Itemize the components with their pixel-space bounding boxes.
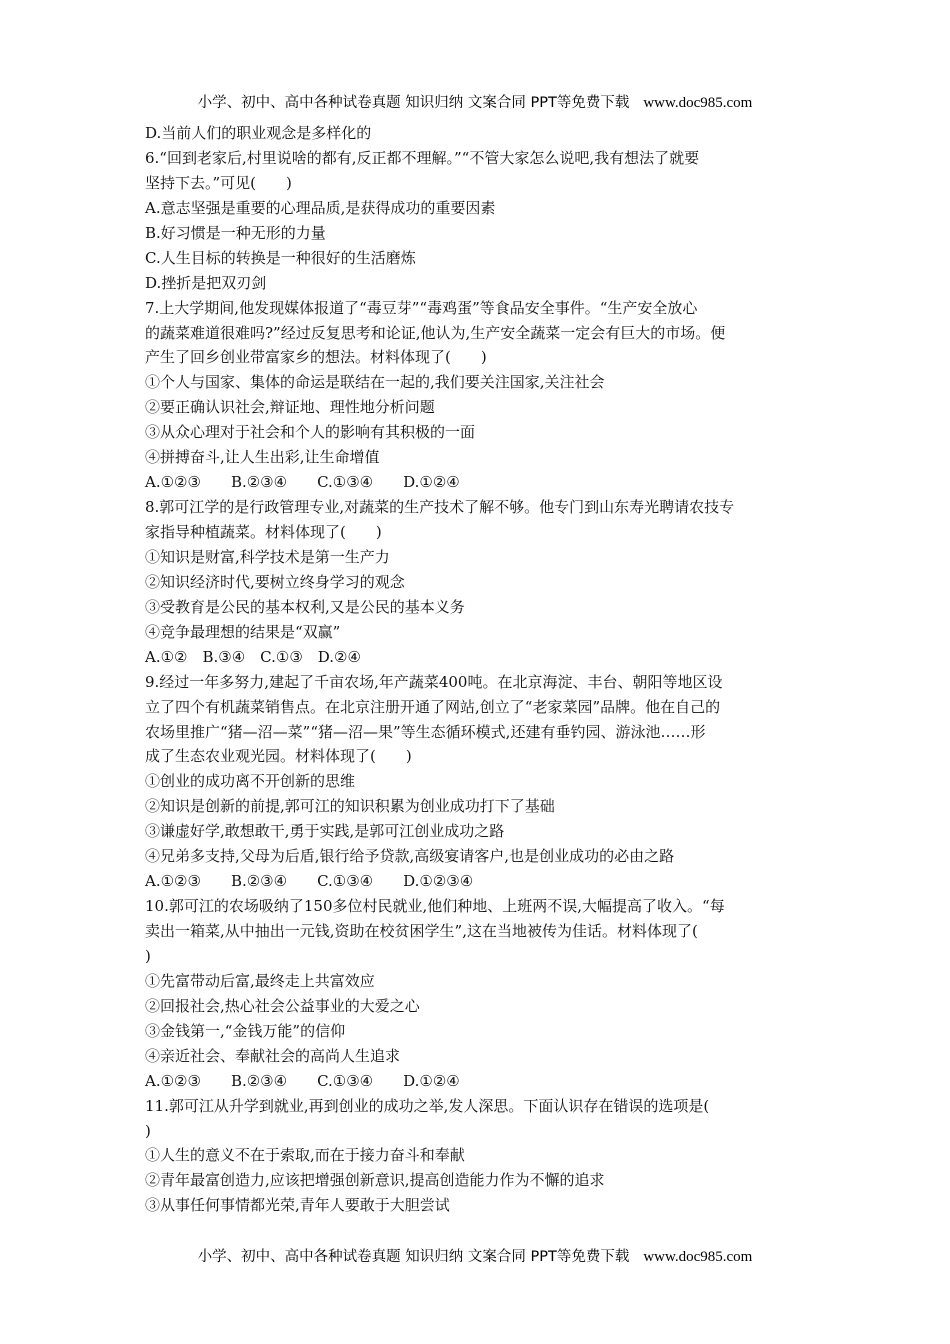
text-line: ①创业的成功离不开创新的思维	[145, 772, 356, 791]
text-line: A.意志坚强是重要的心理品质,是获得成功的重要因素	[145, 198, 496, 217]
text-line: ③从事任何事情都光荣,青年人要敢于大胆尝试	[145, 1196, 450, 1215]
text-line: ②知识是创新的前提,郭可江的知识积累为创业成功打下了基础	[145, 797, 555, 816]
text-line: ②要正确认识社会,辩证地、理性地分析问题	[145, 398, 435, 417]
text-line: A.①②③ B.②③④ C.①③④ D.①②③④	[145, 872, 474, 891]
header-text: 小学、初中、高中各种试卷真题 知识归纳 文案合同 PPT等免费下载	[197, 95, 630, 111]
text-line: )	[145, 1121, 151, 1140]
header-url[interactable]: www.doc985.com	[643, 95, 753, 111]
text-line: ①先富带动后富,最终走上共富效应	[145, 971, 375, 990]
text-line: ③受教育是公民的基本权利,又是公民的基本义务	[145, 597, 465, 616]
text-line: ④亲近社会、奉献社会的高尚人生追求	[145, 1046, 401, 1065]
page-footer	[0, 1245, 950, 1266]
text-line: A.①② B.③④ C.①③ D.②④	[145, 647, 361, 666]
text-line: ②回报社会,热心社会公益事业的大爱之心	[145, 996, 420, 1015]
text-line: ④竞争最理想的结果是“双赢”	[145, 622, 341, 641]
text-line: B.好习惯是一种无形的力量	[145, 223, 326, 242]
text-line: 的蔬菜难道很难吗?”经过反复思考和论证,他认为,生产安全蔬菜一定会有巨大的市场。便	[145, 323, 726, 342]
text-line: 产生了回乡创业带富家乡的想法。材料体现了( )	[145, 348, 487, 367]
text-line: 家指导种植蔬菜。材料体现了( )	[145, 523, 382, 541]
footer-url[interactable]: www.doc985.com	[643, 1249, 753, 1265]
text-line: A.①②③ B.②③④ C.①③④ D.①②④	[145, 473, 460, 492]
text-line: ④拼搏奋斗,让人生出彩,让生命增值	[145, 448, 380, 467]
text-line: 10.郭可江的农场吸纳了150多位村民就业,他们种地、上班两不误,大幅提高了收入。“每	[145, 897, 725, 916]
text-line: ①知识是财富,科学技术是第一生产力	[145, 547, 390, 566]
text-line: D.挫折是把双刃剑	[145, 273, 267, 292]
text-line: 卖出一箱菜,从中抽出一元钱,资助在校贫困学生”,这在当地被传为佳话。材料体现了(	[145, 922, 698, 940]
text-line: ③金钱第一,“金钱万能”的信仰	[145, 1021, 346, 1040]
text-line: ③谦虚好学,敢想敢干,勇于实践,是郭可江创业成功之路	[145, 822, 505, 841]
text-line: D.当前人们的职业观念是多样化的	[145, 124, 372, 142]
text-line: ④兄弟多支持,父母为后盾,银行给予贷款,高级宴请客户,也是创业成功的必由之路	[145, 847, 675, 866]
text-line: A.①②③ B.②③④ C.①③④ D.①②④	[145, 1071, 460, 1090]
footer-text: 小学、初中、高中各种试卷真题 知识归纳 文案合同 PPT等免费下载	[197, 1249, 630, 1265]
text-line: 6.“回到老家后,村里说啥的都有,反正都不理解。”“不管大家怎么说吧,我有想法了就要	[145, 148, 700, 167]
text-line: 坚持下去。”可见( )	[145, 173, 292, 192]
text-line: 立了四个有机蔬菜销售点。在北京注册开通了网站,创立了“老家菜园”品牌。他在自己的	[145, 697, 721, 716]
text-line: 农场里推广“猪—沼—菜”“猪—沼—果”等生态循环模式,还建有垂钓园、游泳池……形	[145, 722, 706, 741]
page-header	[0, 91, 950, 112]
text-line: 11.郭可江从升学到就业,再到创业的成功之举,发人深思。下面认识存在错误的选项是(	[145, 1096, 710, 1115]
text-line: C.人生目标的转换是一种很好的生活磨炼	[145, 248, 416, 267]
text-line: 9.经过一年多努力,建起了千亩农场,年产蔬菜400吨。在北京海淀、丰台、朝阳等地区设	[145, 672, 723, 691]
text-line: ①个人与国家、集体的命运是联结在一起的,我们要关注国家,关注社会	[145, 373, 605, 392]
text-line: 7.上大学期间,他发现媒体报道了“毒豆芽”“毒鸡蛋”等食品安全事件。“生产安全放心	[145, 298, 698, 317]
text-line: ①人生的意义不在于索取,而在于接力奋斗和奉献	[145, 1146, 465, 1165]
text-line: 成了生态农业观光园。材料体现了( )	[145, 747, 412, 766]
text-line: )	[145, 946, 151, 965]
text-line: 8.郭可江学的是行政管理专业,对蔬菜的生产技术了解不够。他专门到山东寿光聘请农技专	[145, 498, 735, 517]
question-body	[145, 121, 810, 1218]
text-line: ②知识经济时代,要树立终身学习的观念	[145, 572, 405, 591]
text-line: ③从众心理对于社会和个人的影响有其积极的一面	[145, 423, 476, 442]
text-line: ②青年最富创造力,应该把增强创新意识,提高创造能力作为不懈的追求	[145, 1171, 605, 1190]
